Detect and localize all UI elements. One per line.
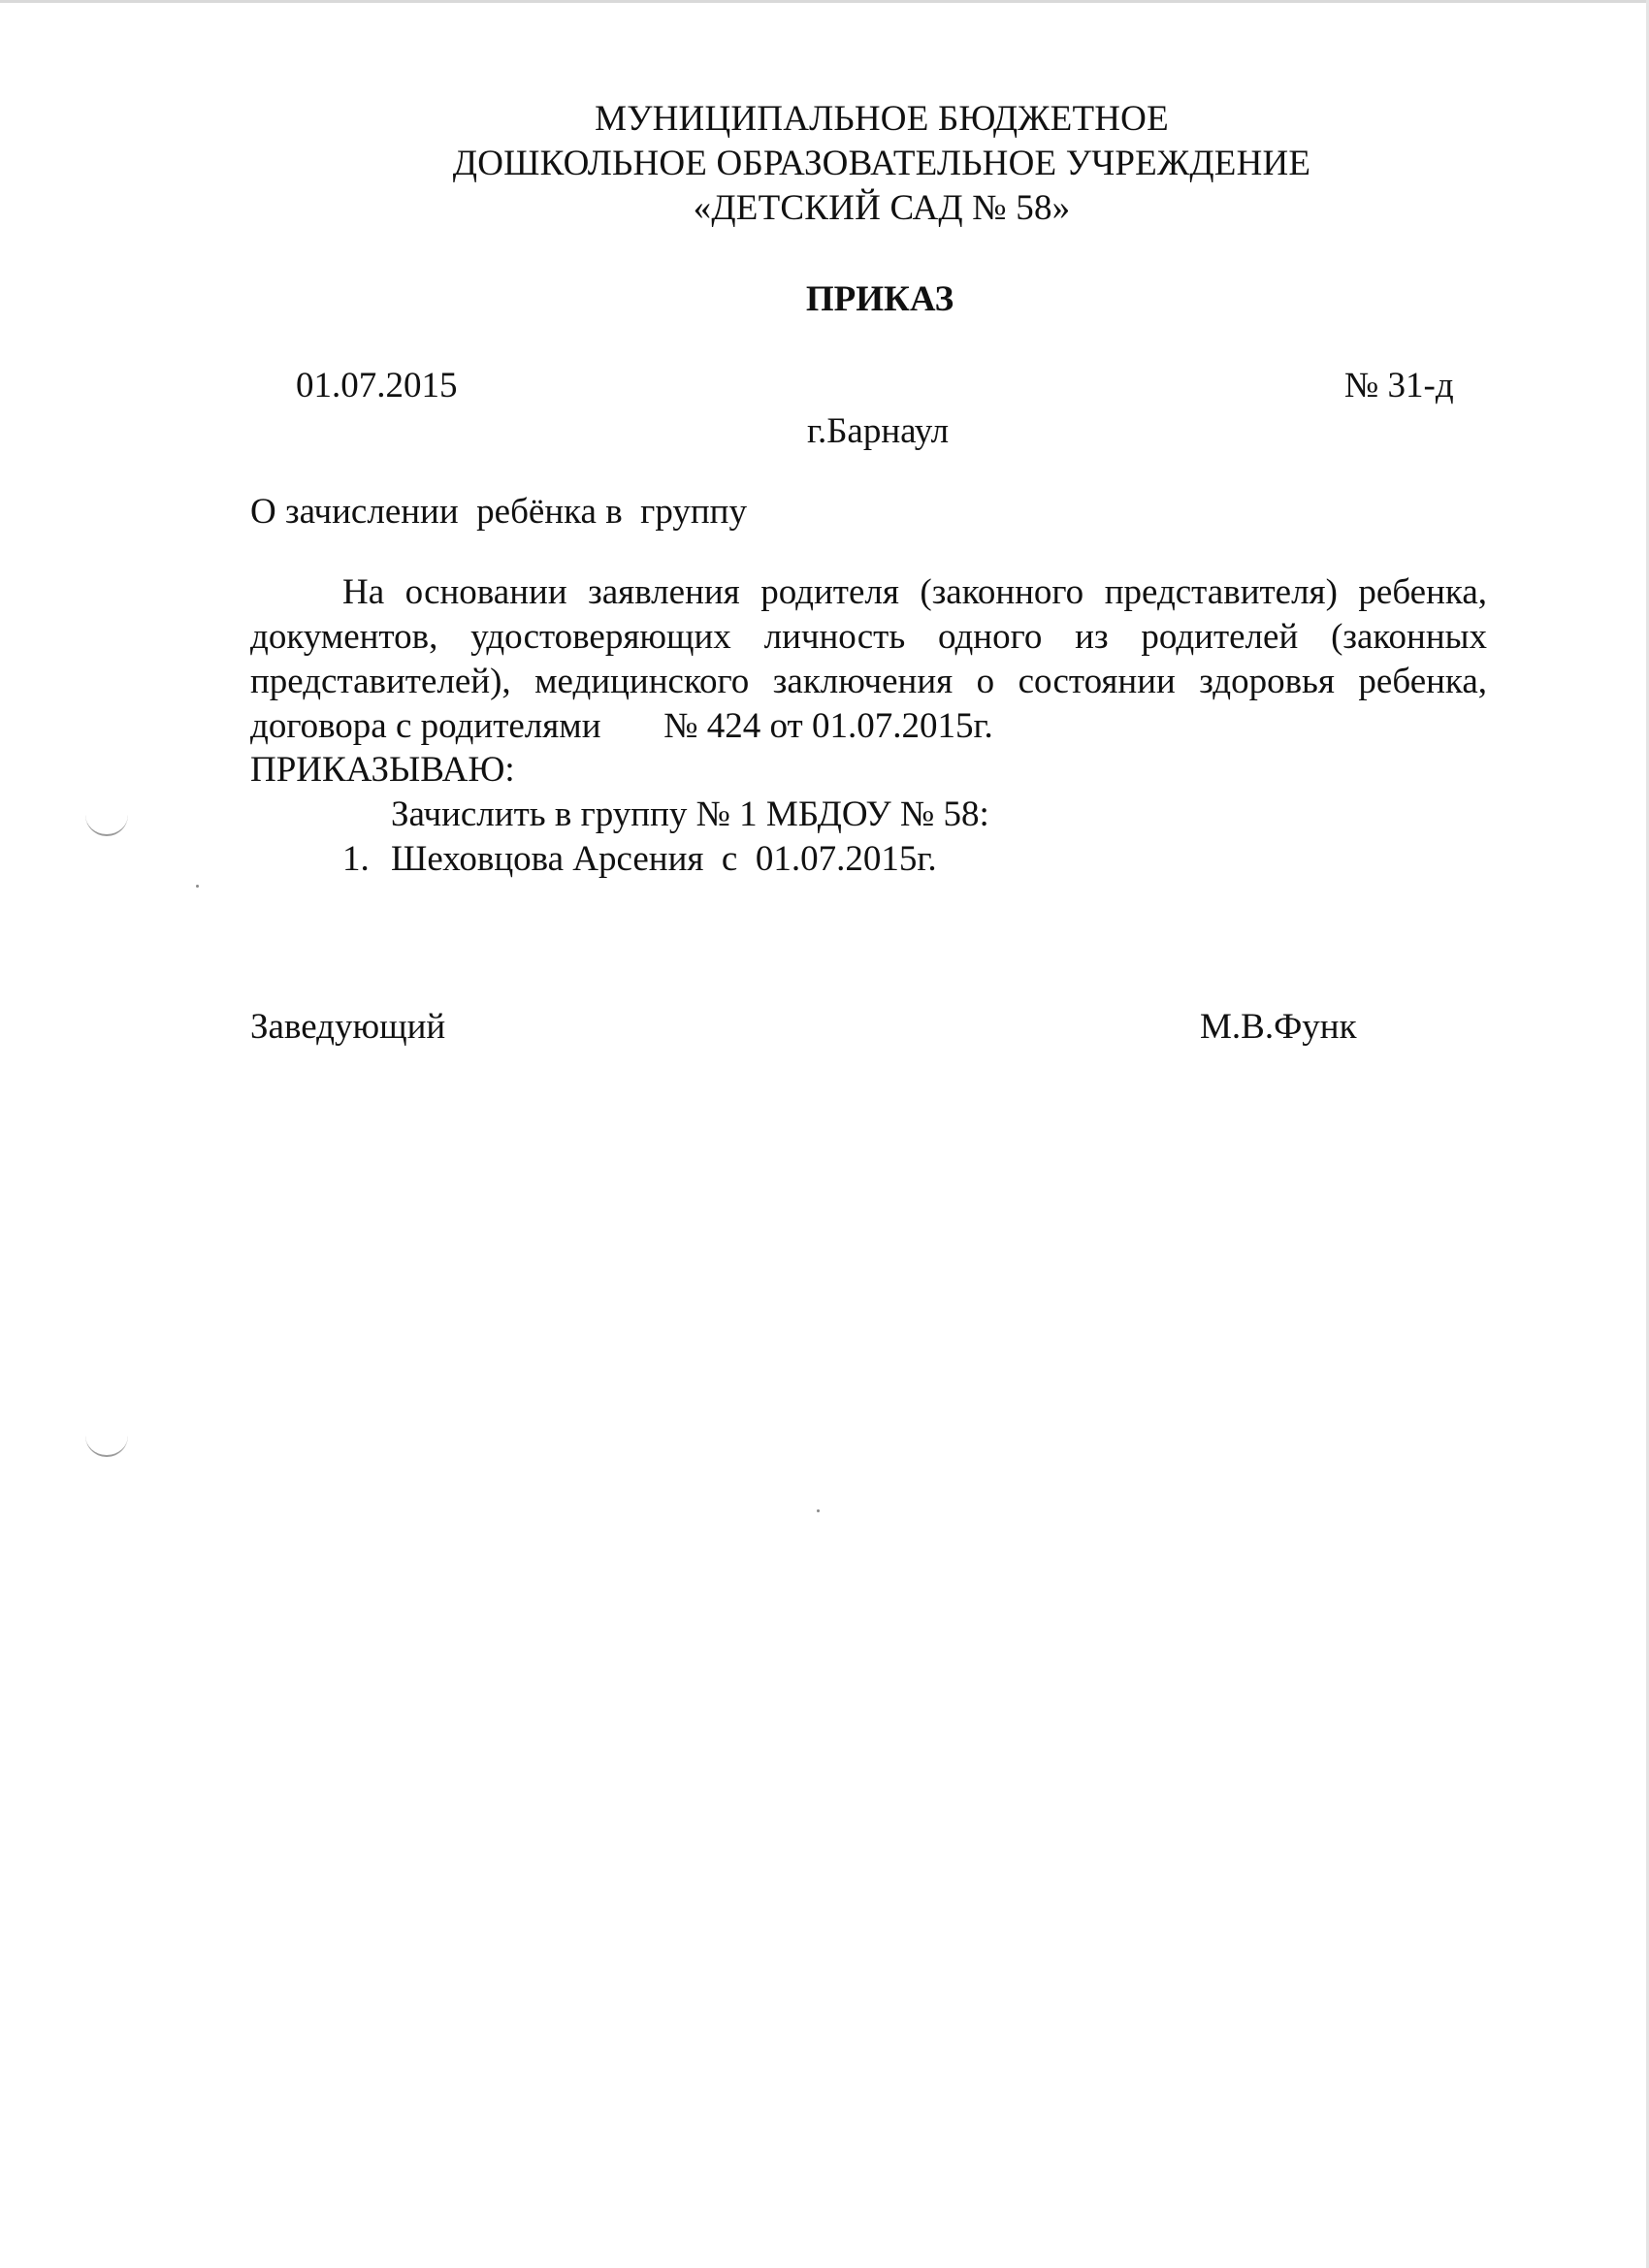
order-directive: ПРИКАЗЫВАЮ: bbox=[250, 750, 515, 790]
basis-line-3: представителей), медицинского заключения о состоянии здоровья ребенка, bbox=[250, 662, 1487, 701]
basis-line-1: На основании заявления родителя (законного представителя) ребенка, bbox=[342, 572, 1487, 612]
basis-line-2: документов, удостоверяющих личность одного из родителей (законных bbox=[250, 617, 1487, 657]
signatory-name: М.В.Функ bbox=[1200, 1007, 1357, 1047]
list-item-number: 1. bbox=[342, 839, 370, 879]
list-item bbox=[342, 837, 937, 882]
scan-edge-top bbox=[0, 0, 1649, 3]
punch-hole-mark bbox=[85, 1434, 128, 1457]
signatory-role: Заведующий bbox=[250, 1007, 446, 1047]
header-line-1: МУНИЦИПАЛЬНОЕ БЮДЖЕТНОЕ bbox=[595, 99, 1169, 139]
scan-speck bbox=[196, 885, 199, 888]
header-line-3: «ДЕТСКИЙ САД № 58» bbox=[693, 188, 1071, 228]
document-title: ПРИКАЗ bbox=[805, 279, 954, 319]
punch-hole-mark bbox=[85, 813, 128, 836]
order-date: 01.07.2015 bbox=[296, 366, 458, 405]
scan-speck bbox=[817, 1509, 820, 1512]
list-item-text: Шеховцова Арсения с 01.07.2015г. bbox=[391, 839, 937, 879]
order-city: г.Барнаул bbox=[806, 411, 950, 451]
enroll-statement: Зачислить в группу № 1 МБДОУ № 58: bbox=[391, 794, 989, 834]
order-subject: О зачислении ребёнка в группу bbox=[250, 492, 747, 532]
order-number: № 31-д bbox=[1344, 366, 1454, 405]
organization-header bbox=[0, 97, 1649, 231]
header-line-2: ДОШКОЛЬНОЕ ОБРАЗОВАТЕЛЬНОЕ УЧРЕЖДЕНИЕ bbox=[452, 144, 1311, 183]
basis-line-4: договора с родителями № 424 от 01.07.2015г. bbox=[250, 706, 993, 746]
